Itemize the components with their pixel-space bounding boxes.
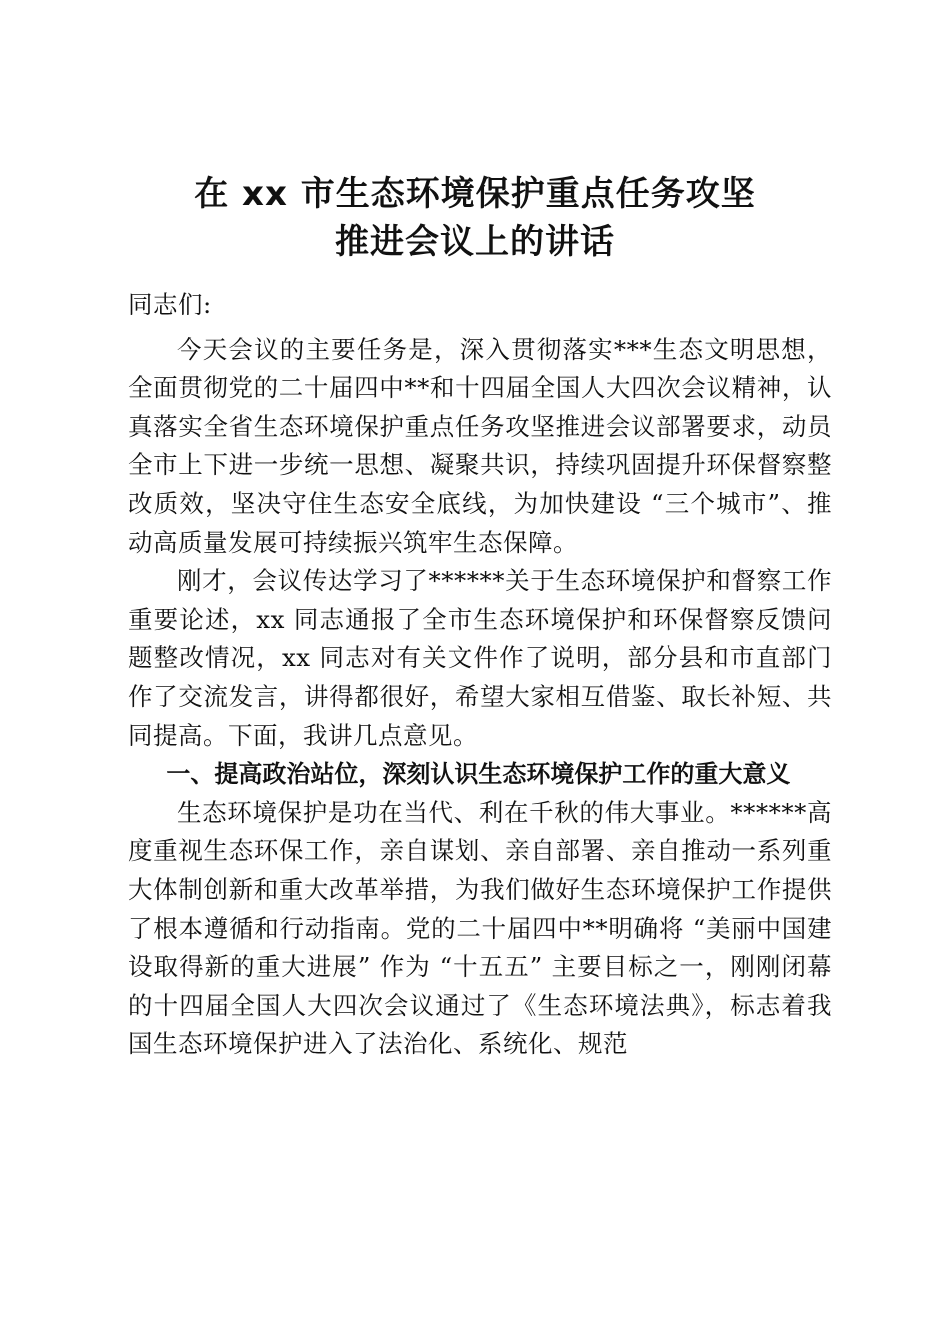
- paragraph-meeting-review: 刚才，会议传达学习了******关于生态环境保护和督察工作重要论述，xx 同志通报了全市生态环境保护和环保督察反馈问题整改情况，xx 同志对有关文件作了说明，部分县和市直部门作了交流发言，讲得都很好，希望大家相互借鉴、取长补短、共同提高。下面，我讲几点意见。: [128, 566, 832, 750]
- document-body: [128, 286, 832, 1064]
- paragraph-meeting-tasks: 今天会议的主要任务是，深入贯彻落实***生态文明思想，全面贯彻党的二十届四中**和十四届全国人大四次会议精神，认真落实全省生态环境保护重点任务攻坚推进会议部署要求，动员全市上下进一步统一思想、凝聚共识，持续巩固提升环保督察整改质效，坚决守住生态安全底线，为加快建设 “三个城市”、推动高质量发展可持续振兴筑牢生态保障。: [128, 334, 832, 557]
- document-title-line-1: 在 xx 市生态环境保护重点任务攻坚: [194, 174, 756, 214]
- document-title-line-2: 推进会议上的讲话: [335, 222, 615, 262]
- section-1-paragraph: 生态环境保护是功在当代、利在千秋的伟大事业。******高度重视生态环保工作，亲自谋划、亲自部署、亲自推动一系列重大体制创新和重大改革举措，为我们做好生态环境保护工作提供了根本遵循和行动指南。党的二十届四中**明确将 “美丽中国建设取得新的重大进展” 作为 “十五五” 主要目标之一，刚刚闭幕的十四届全国人大四次会议通过了《生态环境法典》，标志着我国生态环境保护进入了法治化、系统化、规范: [128, 797, 832, 1059]
- section-heading-1: 一、提高政治站位，深刻认识生态环境保护工作的重大意义: [166, 760, 791, 789]
- salutation: 同志们:: [128, 290, 212, 319]
